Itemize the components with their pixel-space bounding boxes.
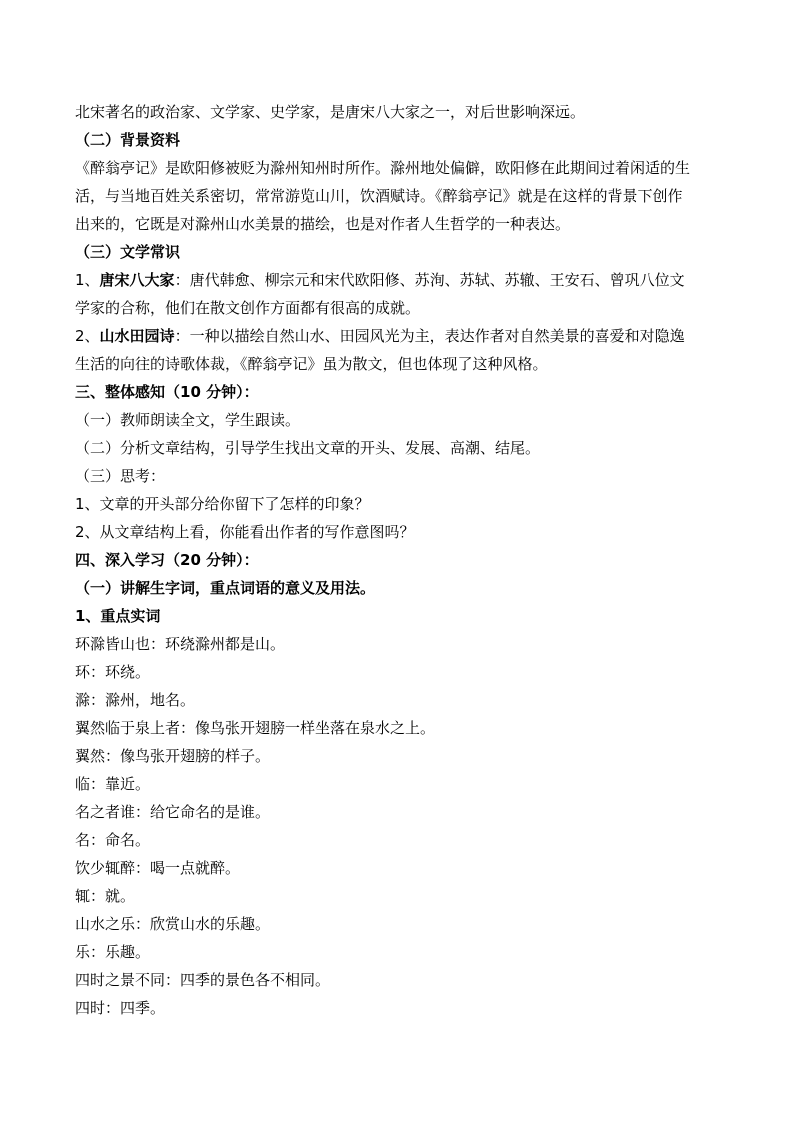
text-line: 滁：滁州，地名。 — [75, 691, 196, 709]
text-line: 四时：四季。 — [75, 999, 166, 1017]
text-line: 出来的，它既是对滁州山水美景的描绘，也是对作者人生哲学的一种表达。 — [75, 215, 571, 233]
term-definition: ：一种以描绘自然山水、田园风光为主，表达作者对自然美景的喜爱和对隐逸 — [174, 327, 685, 345]
section-heading: （一）讲解生字词，重点词语的意义及用法。 — [75, 579, 376, 597]
text-line: （三）思考： — [75, 467, 166, 485]
text-line: 学家的合称，他们在散文创作方面都有很高的成就。 — [75, 299, 421, 317]
term-line — [75, 266, 735, 294]
text-line: （一）教师朗读全文，学生跟读。 — [75, 411, 301, 429]
term-name: 唐宋八大家 — [99, 271, 175, 289]
text-line: 翼然：像鸟张开翅膀的样子。 — [75, 747, 271, 765]
text-line: 生活的向往的诗歌体裁，《醉翁亭记》虽为散文，但也体现了这种风格。 — [75, 355, 548, 373]
text-line: 北宋著名的政治家、文学家、史学家，是唐宋八大家之一，对后世影响深远。 — [75, 103, 586, 121]
section-heading: （三）文学常识 — [75, 243, 181, 261]
text-line: 《醉翁亭记》是欧阳修被贬为滁州知州时所作。滁州地处偏僻，欧阳修在此期间过着闲适的生 — [75, 159, 691, 177]
section-heading: 四、深入学习（20 分钟）： — [75, 551, 259, 569]
text-line: 山水之乐：欣赏山水的乐趣。 — [75, 915, 271, 933]
text-line: 名：命名。 — [75, 831, 151, 849]
text-line: 活，与当地百姓关系密切，常常游览山川，饮酒赋诗。《醉翁亭记》就是在这样的背景下创作 — [75, 187, 683, 205]
list-number: 1、 — [75, 271, 100, 289]
list-number: 2、 — [75, 327, 100, 345]
text-line: 名之者谁：给它命名的是谁。 — [75, 803, 271, 821]
text-line: 辄：就。 — [75, 887, 136, 905]
document-body — [75, 98, 735, 1022]
text-line: 1、文章的开头部分给你留下了怎样的印象？ — [75, 495, 370, 513]
term-definition: ：唐代韩愈、柳宗元和宋代欧阳修、苏洵、苏轼、苏辙、王安石、曾巩八位文 — [174, 271, 685, 289]
text-line: 饮少辄醉：喝一点就醉。 — [75, 859, 241, 877]
text-line: 乐：乐趣。 — [75, 943, 151, 961]
section-heading: 1、重点实词 — [75, 607, 161, 625]
text-line: 环滁皆山也：环绕滁州都是山。 — [75, 635, 286, 653]
term-line — [75, 322, 735, 350]
text-line: 临：靠近。 — [75, 775, 151, 793]
section-heading: （二）背景资料 — [75, 131, 181, 149]
text-line: 翼然临于泉上者：像鸟张开翅膀一样坐落在泉水之上。 — [75, 719, 436, 737]
text-line: 2、从文章结构上看，你能看出作者的写作意图吗？ — [75, 523, 415, 541]
text-line: 环：环绕。 — [75, 663, 151, 681]
text-line: 四时之景不同：四季的景色各不相同。 — [75, 971, 331, 989]
section-heading: 三、整体感知（10 分钟）： — [75, 383, 259, 401]
text-line: （二）分析文章结构，引导学生找出文章的开头、发展、高潮、结尾。 — [75, 439, 541, 457]
term-name: 山水田园诗 — [99, 327, 175, 345]
